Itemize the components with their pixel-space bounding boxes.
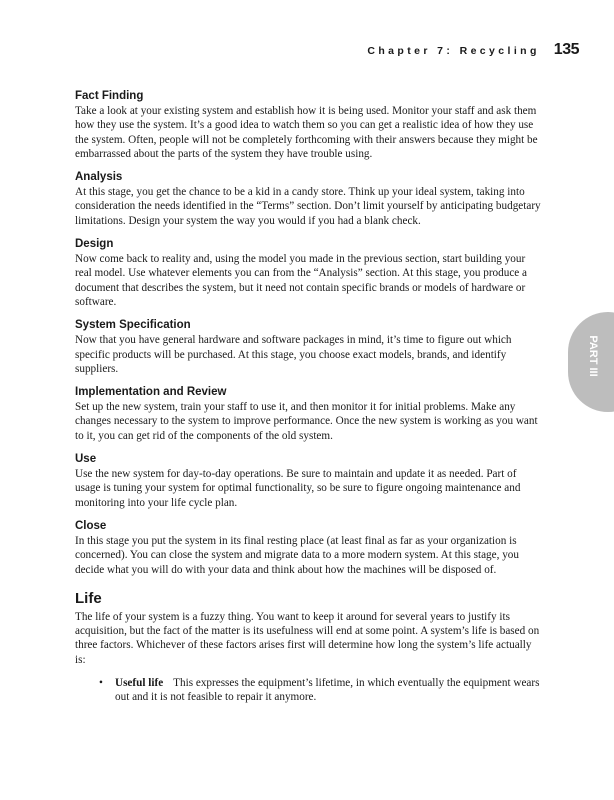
part-tab-label: PART III	[587, 335, 599, 377]
bullet-item	[99, 676, 543, 705]
bullet-marker: •	[99, 677, 103, 690]
section-body: At this stage, you get the chance to be a kid in a candy store. Think up your ideal system, taking into consideration the needs identified in the “Terms” section. Don’t limit yourself by anticipating budgetary limitations. Design your system the way you would if you had a blank check.	[75, 186, 541, 227]
section-heading: Analysis	[75, 171, 123, 184]
section-fact-finding	[75, 89, 543, 161]
section-heading: Close	[75, 519, 107, 532]
section-analysis	[75, 170, 543, 228]
bullet-term: Useful life	[115, 677, 164, 690]
section-heading: Implementation and Review	[75, 386, 227, 399]
section-body: Now that you have general hardware and software packages in mind, it’s time to figure out which specific products will be purchased. At this stage, you choose exact models, brands, and identify suppliers.	[75, 334, 512, 375]
section-body: Now come back to reality and, using the model you made in the previous section, start building your real model. Use whatever elements you can from the “Analysis” section. At this stage, you produce a document that describes the system, but it need not contain specific brands or models of hardware or software.	[75, 253, 528, 308]
section-implementation-review	[75, 385, 543, 443]
life-heading: Life	[75, 589, 102, 607]
section-heading: Fact Finding	[75, 90, 144, 102]
bullet-content	[115, 676, 543, 705]
page-number: 135	[553, 41, 579, 58]
section-close	[75, 519, 543, 577]
section-system-specification	[75, 318, 543, 376]
section-body: In this stage you put the system in its final resting place (at least final as far as your organization is concerned). You can close the system and migrate data to a more modern system. At this stage, you decide what you will do with your data and think about how the machines will be disposed of.	[75, 534, 519, 576]
life-body: The life of your system is a fuzzy thing. You want to keep it around for several years to justify its acquisition, but the fact of the matter is its usefulness will end at some point. A system’s life is based on three factors. Whichever of these factors arises first will determine how long the system’s life actually is:	[75, 610, 540, 666]
section-design	[75, 237, 543, 309]
section-life	[75, 590, 543, 705]
section-use	[75, 452, 543, 510]
section-body: Use the new system for day-to-day operations. Be sure to maintain and update it as needed. Part of usage is tuning your system for optimal functionality, so be sure to figure ongoing maintenance and monitoring into your life cycle plan.	[75, 468, 521, 509]
section-heading: Design	[75, 238, 114, 251]
bullet-text: This expresses the equipment’s lifetime, in which eventually the equipment wears out and it is not feasible to repair it anymore.	[115, 677, 540, 704]
page-content	[75, 89, 543, 705]
section-heading: Use	[75, 453, 97, 466]
section-body: Take a look at your existing system and establish how it is being used. Monitor your staff and ask them how they use the system. It’s a good idea to watch them so you can get a realistic idea of how they use the system. Often, people will not be completely forthcoming with their answers because they might be embarrassed about the parts of the system they have trouble using.	[75, 105, 538, 160]
chapter-title: Chapter 7: Recycling	[367, 45, 540, 57]
running-header	[367, 41, 579, 59]
section-body: Set up the new system, train your staff to use it, and then monitor it for initial problems. Make any changes necessary to the system to improve performance. Once the new system is working as you want to it, you can get rid of the components of the old system.	[75, 401, 538, 442]
section-heading: System Specification	[75, 319, 191, 332]
